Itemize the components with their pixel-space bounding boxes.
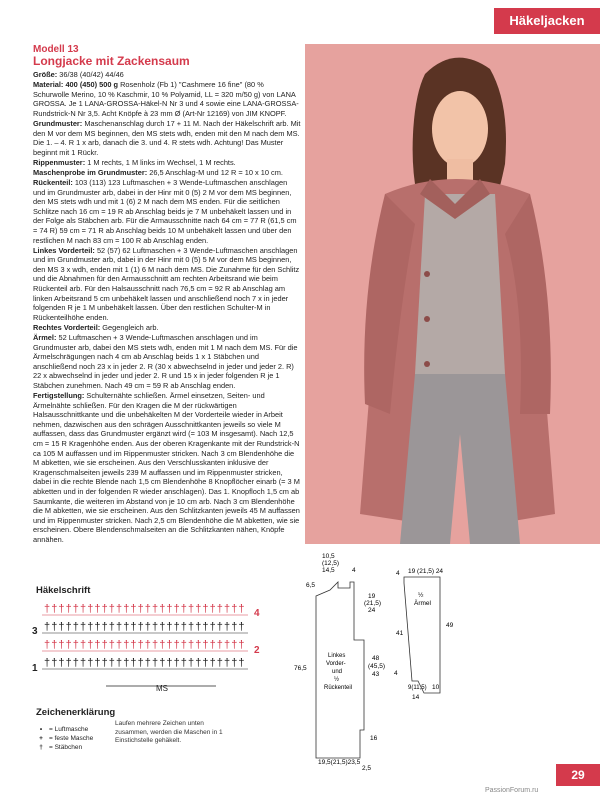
stitch-symbol: † [152,621,159,633]
legend-item: • = Luftmasche [39,726,89,733]
pattern-paragraph [33,168,301,178]
stitch-symbol: † [65,621,72,633]
stitch-symbol: † [144,621,151,633]
stitch-symbol: † [238,603,245,615]
row-number-2: 2 [254,645,260,656]
stitch-symbol: † [209,657,216,669]
stitch-symbol: † [72,603,79,615]
stitch-symbol: † [209,639,216,651]
svg-text:6,5: 6,5 [306,582,316,589]
svg-text:Rückenteil: Rückenteil [324,685,353,691]
stitch-symbol: † [238,639,245,651]
svg-text:4: 4 [394,670,398,677]
stitch-symbol: † [173,639,180,651]
stitch-symbol: † [188,621,195,633]
stitch-symbol: † [65,639,72,651]
paragraph-text: Maschenanschlag durch 17 + 11 M. Nach der Häkelschrift arb. Mit den M vor dem MS beginnen, den MS stets wdh, enden mit den M nach dem MS. Die 1. – 4. R 1 x arb, danach die 3. und 4. R stets wdh. Achtung! Das Muster beginnt mit 1 Rückr. [33,118,301,157]
svg-text:19,5(21,5)23,5: 19,5(21,5)23,5 [318,759,361,766]
stitch-symbol: † [101,603,108,615]
paragraph-label: Rechtes Vorderteil: [33,322,103,332]
svg-text:41: 41 [396,630,404,637]
svg-text:76,5: 76,5 [294,665,307,672]
paragraph-label: Fertigstellung: [33,391,87,401]
svg-text:½: ½ [418,592,424,599]
stitch-symbol: † [231,639,238,651]
svg-text:49: 49 [446,622,454,629]
stitch-symbol: † [173,603,180,615]
svg-text:4: 4 [352,567,356,574]
stitch-symbol: † [238,657,245,669]
sleeve-schematic [392,563,472,703]
stitch-symbol: † [65,657,72,669]
svg-text:24: 24 [368,607,376,614]
stitch-symbol: † [58,603,65,615]
svg-text:10,5: 10,5 [322,553,335,560]
stitch-symbol: † [209,621,216,633]
stitch-symbol: † [224,657,231,669]
paragraph-text: 26,5 Anschlag-M und 12 R = 10 x 10 cm. [149,167,283,177]
stitch-symbol: † [195,603,202,615]
stitch-symbol: † [87,657,94,669]
pattern-paragraphs [33,70,301,545]
chart-stitches [42,603,248,669]
stitch-symbol: † [44,639,51,651]
stitch-symbol: † [80,657,87,669]
stitch-symbol: † [116,621,123,633]
pattern-paragraph [33,158,301,168]
site-watermark: PassionForum.ru [485,787,539,794]
stitch-symbol: † [87,603,94,615]
stitch-symbol: † [108,603,115,615]
paragraph-text: Rosenholz (Fb 1) "Cashmere 16 fine" (80 % Schurwolle Merino, 10 % Kaschmir, 10 % Polyamid, LL = 320 m/50 g) von LANA GROSSA. Je 1 LANA-GROSSA-Häkel-N Nr 3 und 4 sowie eine LANA-GROSSA-Rundstrick-N Nr 3,5. Acht Knöpfe à 23 mm Ø (Art-Nr 12169) von JIM KNOPF. [33,80,299,118]
stitch-symbol: † [94,657,101,669]
stitch-symbol: † [130,657,137,669]
stitch-symbol: † [173,621,180,633]
stitch-symbol: † [123,639,130,651]
stitch-symbol: † [44,603,51,615]
svg-text:(45,5): (45,5) [368,663,385,670]
paragraph-label: Größe: [33,70,60,79]
paragraph-text: 52 (57) 62 Luftmaschen + 3 Wende-Luftmaschen anschlagen und im Grundmuster arb, dabei in der Hinr mit 0 (5) 5 M vor dem MS beginnen, den MS 3 x wdh, enden mit 1 (1) 6 M nach dem MS. Die Zunahme für den Schlitz und die Abnahmen für den Armausschnitt am rechten Arbeitsrand wie beim Rückenteil arb. Für den Halsausschnitt nach 76,5 cm = 92 R ab Anschlag am linken Arbeitsrand 5 cm unbehäkelt lassen und anschließend noch 7 x in jeder folgenden R je 1 M unbehäkelt lassen. Über den restlichen Schulter-M in Rückenteilhöhe enden. [33,245,300,322]
stitch-symbol: † [108,657,115,669]
stitch-symbol: † [159,621,166,633]
stitch-symbol: † [58,621,65,633]
stitch-symbol: † [188,657,195,669]
stitch-symbol: † [231,603,238,615]
row-number-1: 1 [32,663,38,674]
svg-text:9(11,5): 9(11,5) [408,685,427,691]
stitch-symbol: † [51,621,58,633]
pattern-paragraph [33,119,301,157]
stitch-symbol: † [58,657,65,669]
stitch-symbol: † [130,621,137,633]
svg-text:und: und [332,669,343,675]
legend [36,725,93,752]
stitch-symbol: † [195,621,202,633]
stitch-symbol: † [108,639,115,651]
svg-text:(12,5): (12,5) [322,560,339,567]
paragraph-text: 52 Luftmaschen + 3 Wende-Luftmaschen anschlagen und im Grundmuster arb, dabei den MS stets wdh, enden mit 1 M nach dem MS. Für die Ärmelschrägungen nach 4 cm ab Anschlag beids 1 x 1 Stäbchen und anschließend noch 23 x in jeder 2. R (30 x abwechselnd in jeder und jeder 2. R) 22 x abwechselnd in jeder und jeder 2. R und 15 x in jeder folgenden R je 1 Stäbchen zunehmen. Nach 49 cm = 59 R ab Anschlag enden. [33,333,298,390]
stitch-symbol: † [238,621,245,633]
stitch-symbol: † [44,657,51,669]
legend-item: + = feste Masche [39,735,94,742]
stitch-symbol: † [188,639,195,651]
stitch-symbol: † [159,603,166,615]
row-number-4: 4 [254,608,260,619]
stitch-symbol: † [137,639,144,651]
stitch-symbol: † [216,657,223,669]
svg-text:(21,5): (21,5) [364,600,381,607]
stitch-symbol: † [130,639,137,651]
paragraph-label: Linkes Vorderteil: [33,245,97,255]
stitch-symbol: † [101,657,108,669]
stitch-symbol: † [202,621,209,633]
svg-text:16: 16 [370,735,378,742]
stitch-symbol: † [231,657,238,669]
paragraph-text: Gegengleich arb. [102,322,159,332]
svg-text:48: 48 [372,655,380,662]
stitch-symbol: † [224,639,231,651]
photo-illustration [305,44,600,544]
stitch-symbol: † [195,657,202,669]
stitch-symbol: † [101,621,108,633]
stitch-symbol: † [87,621,94,633]
stitch-symbol: † [72,621,79,633]
paragraph-label: Rückenteil: [33,178,75,188]
pattern-text [33,44,301,545]
stitch-symbol: † [137,657,144,669]
svg-text:14: 14 [412,694,420,701]
paragraph-text: Schulternähte schließen. Ärmel einsetzen, Seiten- und Ärmelnähte schließen. Für den Kragen die M der rückwärtigen Halsausschnittkante und die unbehäkelten M der Vorderteile wieder in Arbeit nehmen, dazwischen aus den schrägen Ausschnittkanten jeweils so viele M auffassen, dass das Grundmuster ergänzt wird (= 103 M insgesamt). Nach 12,5 cm = 15 R Kragenhöhe enden. Aus der oberen Kragenkante mit der Rundstrick-N ca 105 M auffassen und im Rippenmuster stricken. Nach 3 cm Blendenhöhe die M abketten, wie sie erscheinen. Aus den Verschlusskanten inklusive der Kragenschmalseiten jeweils 239 M auffassen und im Rippenmuster stricken, dabei in die rechte Blende nach 1,5 cm Blendenhöhe 8 Knopflöcher einarb (= 3 M abketten und in der folgenden R wieder anschlagen). Das 1. Knopfloch 1,5 cm ab Saumkante, die weiteren im Abstand von je 10 cm arb. Nach 3 cm Blendenhöhe die M abketten, wie sie erscheinen. Aus den Schlitzkanten jeweils 45 M auffassen und im Rippenmuster stricken. Nach 2,5 cm Blendenhöhe die M abketten, wie sie erscheinen. Obere Blendenschmalseiten an die Schlitzkanten nähen, Knöpfe annähen. [33,391,300,544]
paragraph-label: Material: 400 (450) 500 g [33,80,121,90]
svg-text:½: ½ [334,677,340,683]
paragraph-label: Grundmuster: [33,118,85,128]
stitch-symbol: † [144,657,151,669]
page-number: 29 [556,764,600,786]
section-tab: Häkeljacken [494,8,600,34]
stitch-symbol: † [51,603,58,615]
stitch-symbol: † [80,621,87,633]
stitch-symbol: † [108,621,115,633]
pattern-paragraph [33,246,301,323]
legend-note: Laufen mehrere Zeichen unten zusammen, werden die Maschen in 1 Einstichstelle gehäkelt. [115,720,223,744]
paragraph-label: Maschenprobe im Grundmuster: [33,167,150,177]
stitch-symbol: † [180,621,187,633]
stitch-symbol: † [180,639,187,651]
stitch-symbol: † [44,621,51,633]
svg-text:14,5: 14,5 [322,567,335,574]
paragraph-label: Ärmel: [33,333,59,343]
stitch-symbol: † [152,657,159,669]
legend-title: Zeichenerklärung [36,707,116,718]
stitch-symbol: † [137,603,144,615]
svg-text:19 (21,5) 24: 19 (21,5) 24 [408,568,444,575]
stitch-symbol: † [94,639,101,651]
stitch-symbol: † [159,639,166,651]
stitch-symbol: † [231,621,238,633]
stitch-symbol: † [202,657,209,669]
stitch-symbol: † [51,639,58,651]
stitch-symbol: † [116,657,123,669]
stitch-symbol: † [173,657,180,669]
stitch-symbol: † [166,657,173,669]
pattern-paragraph [33,178,301,245]
stitch-symbol: † [123,621,130,633]
repeat-label: MS [156,684,168,693]
chart-title: Häkelschrift [36,585,91,596]
stitch-symbol: † [216,621,223,633]
stitch-symbol: † [224,603,231,615]
stitch-symbol: † [51,657,58,669]
stitch-symbol: † [166,621,173,633]
stitch-symbol: † [180,657,187,669]
stitch-symbol: † [94,621,101,633]
svg-text:Vorder-: Vorder- [326,661,346,667]
stitch-symbol: † [166,603,173,615]
stitch-symbol: † [101,639,108,651]
pattern-paragraph [33,80,301,118]
paragraph-text: 36/38 (40/42) 44/46 [59,70,124,79]
row-number-3: 3 [32,626,38,637]
model-number: Modell 13 [33,44,79,55]
pattern-title: Longjacke mit Zackensaum [33,54,190,68]
stitch-symbol: † [224,621,231,633]
paragraph-text: 103 (113) 123 Luftmaschen + 3 Wende-Luftmaschen anschlagen und im Grundmuster arb, dabei in der Hinr mit 0 (5) 2 M vor dem MS beginnen, den MS stets wdh und mit 1 (6) 2 M nach dem MS enden. Für die seitlichen Schlitze nach 16 cm = 19 R ab Anschlag beids je 7 M unbehäkelt lassen und in der Folge als Stäbchen arb. Für die Armausschnitte nach 64 cm = 77 R (61,5 cm = 74 R) 59 cm = 71 R ab Anschlag beids 10 M unbehäkelt lassen und über den restlichen M nach 83 cm = 100 R ab Anschlag enden. [33,178,297,245]
stitch-symbol: † [123,657,130,669]
svg-text:Linkes: Linkes [328,653,346,659]
paragraph-text: 1 M rechts, 1 M links im Wechsel, 1 M rechts. [87,157,236,167]
stitch-symbol: † [72,657,79,669]
pattern-paragraph [33,70,301,80]
stitch-symbol: † [94,603,101,615]
stitch-symbol: † [209,603,216,615]
stitch-symbol: † [216,603,223,615]
svg-text:2,5: 2,5 [362,765,372,772]
stitch-symbol: † [195,639,202,651]
stitch-symbol: † [144,639,151,651]
stitch-symbol: † [202,639,209,651]
svg-text:4: 4 [396,570,400,577]
stitch-symbol: † [116,603,123,615]
body-schematic [288,552,408,772]
pattern-paragraph [33,391,301,545]
stitch-symbol: † [80,639,87,651]
svg-text:10: 10 [432,684,440,691]
paragraph-label: Rippenmuster: [33,157,88,167]
stitch-symbol: † [159,657,166,669]
stitch-symbol: † [72,639,79,651]
stitch-symbol: † [216,639,223,651]
legend-item: † = Stäbchen [39,744,83,751]
stitch-symbol: † [58,639,65,651]
stitch-symbol: † [130,603,137,615]
stitch-symbol: † [65,603,72,615]
stitch-symbol: † [152,639,159,651]
stitch-symbol: † [166,639,173,651]
stitch-symbol: † [80,603,87,615]
stitch-symbol: † [137,621,144,633]
stitch-symbol: † [116,639,123,651]
svg-text:19: 19 [368,593,376,600]
stitch-symbol: † [87,639,94,651]
stitch-symbol: † [188,603,195,615]
svg-text:43: 43 [372,671,380,678]
stitch-symbol: † [152,603,159,615]
model-photo [305,44,600,544]
pattern-paragraph [33,333,301,391]
stitch-symbol: † [144,603,151,615]
stitch-symbol: † [202,603,209,615]
svg-text:Ärmel: Ärmel [414,600,431,607]
stitch-symbol: † [123,603,130,615]
crochet-chart [28,598,268,698]
stitch-symbol: † [180,603,187,615]
pattern-paragraph [33,323,301,333]
